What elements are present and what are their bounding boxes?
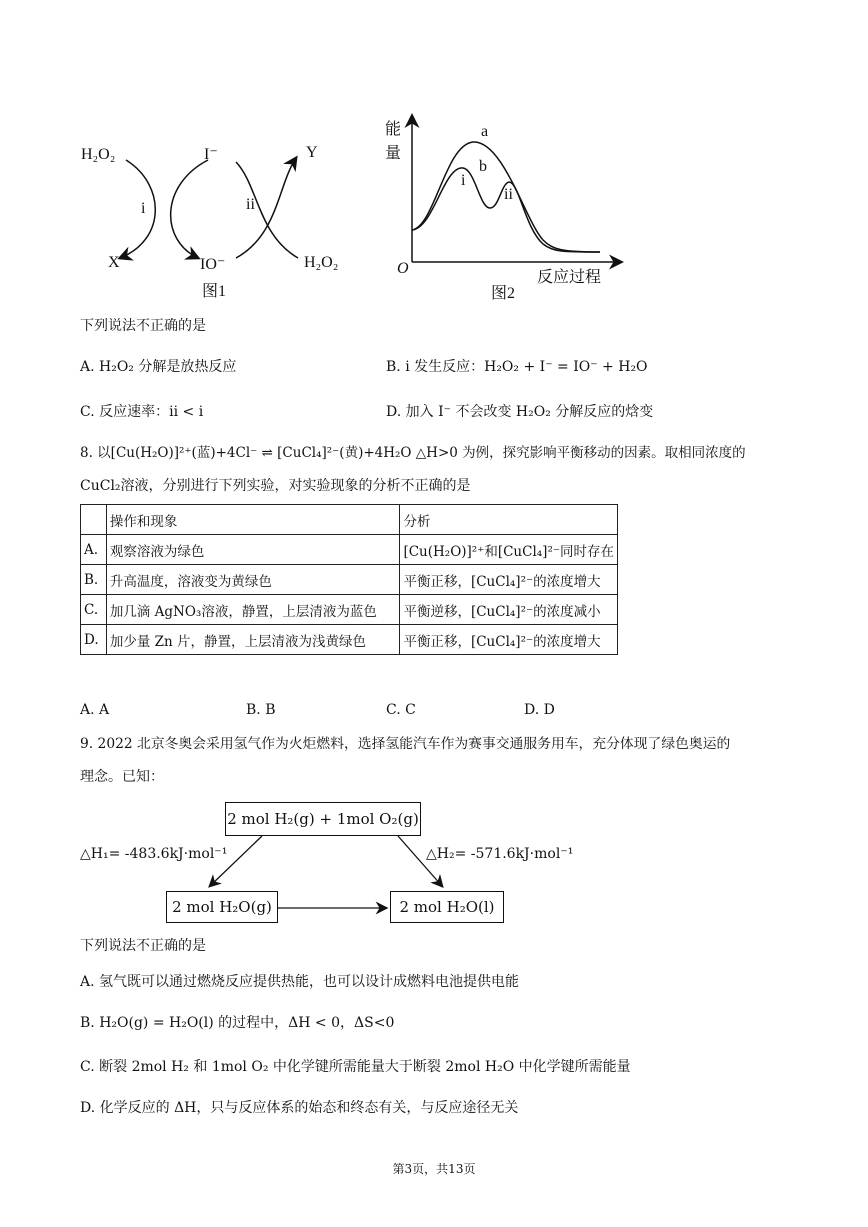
- q9-box-reactants: 2 mol H₂(g) + 1mol O₂(g): [225, 802, 421, 836]
- q9-line-2: 理念。已知：: [80, 769, 164, 785]
- curve-b: [412, 168, 600, 252]
- q8-row-c-analysis: 平衡逆移，[CuCl₄]²⁻的浓度减小: [400, 595, 618, 625]
- q8-row-c-label: C.: [81, 595, 107, 625]
- figure-1-cycle-arrows: [78, 140, 368, 300]
- fig2-ylabel-2: 量: [385, 145, 402, 162]
- q9-line-1: 9. 2022 北京冬奥会采用氢气作为火炬燃料，选择氢能汽车作为赛事交通服务用车，充分体现了绿色奥运的: [80, 736, 731, 752]
- page-footer: 第3页，共13页: [392, 1162, 476, 1176]
- q8-header-cell-0: [81, 505, 107, 535]
- fig1-x: X: [108, 254, 120, 271]
- q9-dh1: △H₁= -483.6kJ·mol⁻¹: [80, 846, 228, 862]
- q8-option-b: B. B: [246, 702, 276, 718]
- q8-row-d-analysis: 平衡正移，[CuCl₄]²⁻的浓度增大: [400, 625, 618, 655]
- q8-header-cell-2: 分析: [400, 505, 618, 535]
- q8-row-a-analysis: [Cu(H₂O)]²⁺和[CuCl₄]²⁻同时存在: [400, 535, 618, 565]
- q9-option-b: B. H₂O(g) = H₂O(l) 的过程中，ΔH < 0，ΔS<0: [80, 1015, 395, 1031]
- q9-option-a: A. 氢气既可以通过燃烧反应提供热能，也可以设计成燃料电池提供电能: [80, 974, 520, 990]
- table-row: [81, 565, 618, 595]
- q9-energy-diagram: [80, 798, 620, 928]
- fig1-h2o2-top: H₂O₂: [81, 146, 116, 163]
- figure-2: [385, 110, 625, 305]
- fig2-curve-a: a: [481, 123, 489, 140]
- fig1-caption: 图1: [202, 283, 227, 300]
- fig1-step-ii: ii: [246, 196, 255, 213]
- q8-row-d-label: D.: [81, 625, 107, 655]
- q9-option-d: D. 化学反应的 ΔH，只与反应体系的始态和终态有关，与反应途径无关: [80, 1100, 519, 1116]
- table-row: [81, 535, 618, 565]
- figure-1: [78, 140, 368, 300]
- fig1-h2o2-bottom: H₂O₂: [304, 254, 339, 271]
- fig1-iodide: I⁻: [204, 146, 218, 163]
- q7-option-d: D. 加入 I⁻ 不会改变 H₂O₂ 分解反应的焓变: [386, 404, 654, 420]
- q8-row-a-operation: 观察溶液为绿色: [106, 535, 400, 565]
- q8-option-c: C. C: [386, 702, 416, 718]
- fig1-step-i: i: [141, 200, 146, 217]
- q8-line-2: CuCl₂溶液，分别进行下列实验，对实验现象的分析不正确的是: [80, 478, 471, 494]
- q8-row-b-operation: 升高温度，溶液变为黄绿色: [106, 565, 400, 595]
- q9-box-h2o-liquid: 2 mol H₂O(l): [390, 891, 504, 923]
- q8-row-b-analysis: 平衡正移，[CuCl₄]²⁻的浓度增大: [400, 565, 618, 595]
- q8-option-d: D. D: [524, 702, 555, 718]
- q8-row-b-label: B.: [81, 565, 107, 595]
- q8-table-header: [81, 505, 618, 535]
- fig2-xlabel: 反应过程: [537, 269, 602, 286]
- q7-option-c: C. 反应速率：ii < i: [80, 404, 204, 420]
- q8-option-a: A. A: [80, 702, 110, 718]
- fig2-ylabel-1: 能: [385, 121, 402, 138]
- q8-table: [80, 504, 618, 655]
- q7-stem: [80, 317, 206, 335]
- fig2-origin: O: [397, 260, 409, 277]
- q8-row-a-label: A.: [81, 535, 107, 565]
- q8-line-1: 8. 以[Cu(H₂O)]²⁺(蓝)+4Cl⁻ ⇌ [CuCl₄]²⁻(黄)+4H₂O △H>0 为例，探究影响平衡移动的因素。取相同浓度的: [80, 445, 746, 461]
- table-row: [81, 595, 618, 625]
- q8-header-cell-1: 操作和现象: [106, 505, 400, 535]
- q9-dh2: △H₂= -571.6kJ·mol⁻¹: [426, 846, 574, 862]
- q9-stem: 下列说法不正确的是: [80, 938, 206, 954]
- q7-option-a: A. H₂O₂ 分解是放热反应: [80, 359, 237, 375]
- q7-option-b: B. i 发生反应：H₂O₂ + I⁻ = IO⁻ + H₂O: [386, 359, 648, 375]
- q9-box-h2o-gas: 2 mol H₂O(g): [166, 891, 278, 923]
- q8-row-d-operation: 加少量 Zn 片，静置，上层清液为浅黄绿色: [106, 625, 400, 655]
- table-row: [81, 625, 618, 655]
- fig2-peak-i: i: [461, 172, 466, 189]
- fig1-y: Y: [306, 144, 318, 161]
- q8-row-c-operation: 加几滴 AgNO₃溶液，静置，上层清液为蓝色: [106, 595, 400, 625]
- fig2-peak-ii: ii: [504, 186, 513, 203]
- fig2-curve-b: b: [479, 158, 487, 175]
- q7-stem-text: 下列说法不正确的是: [80, 318, 206, 334]
- fig2-caption: 图2: [491, 285, 516, 302]
- fig1-io: IO⁻: [200, 256, 226, 273]
- q9-option-c: C. 断裂 2mol H₂ 和 1mol O₂ 中化学键所需能量大于断裂 2mol H₂O 中化学键所需能量: [80, 1059, 631, 1075]
